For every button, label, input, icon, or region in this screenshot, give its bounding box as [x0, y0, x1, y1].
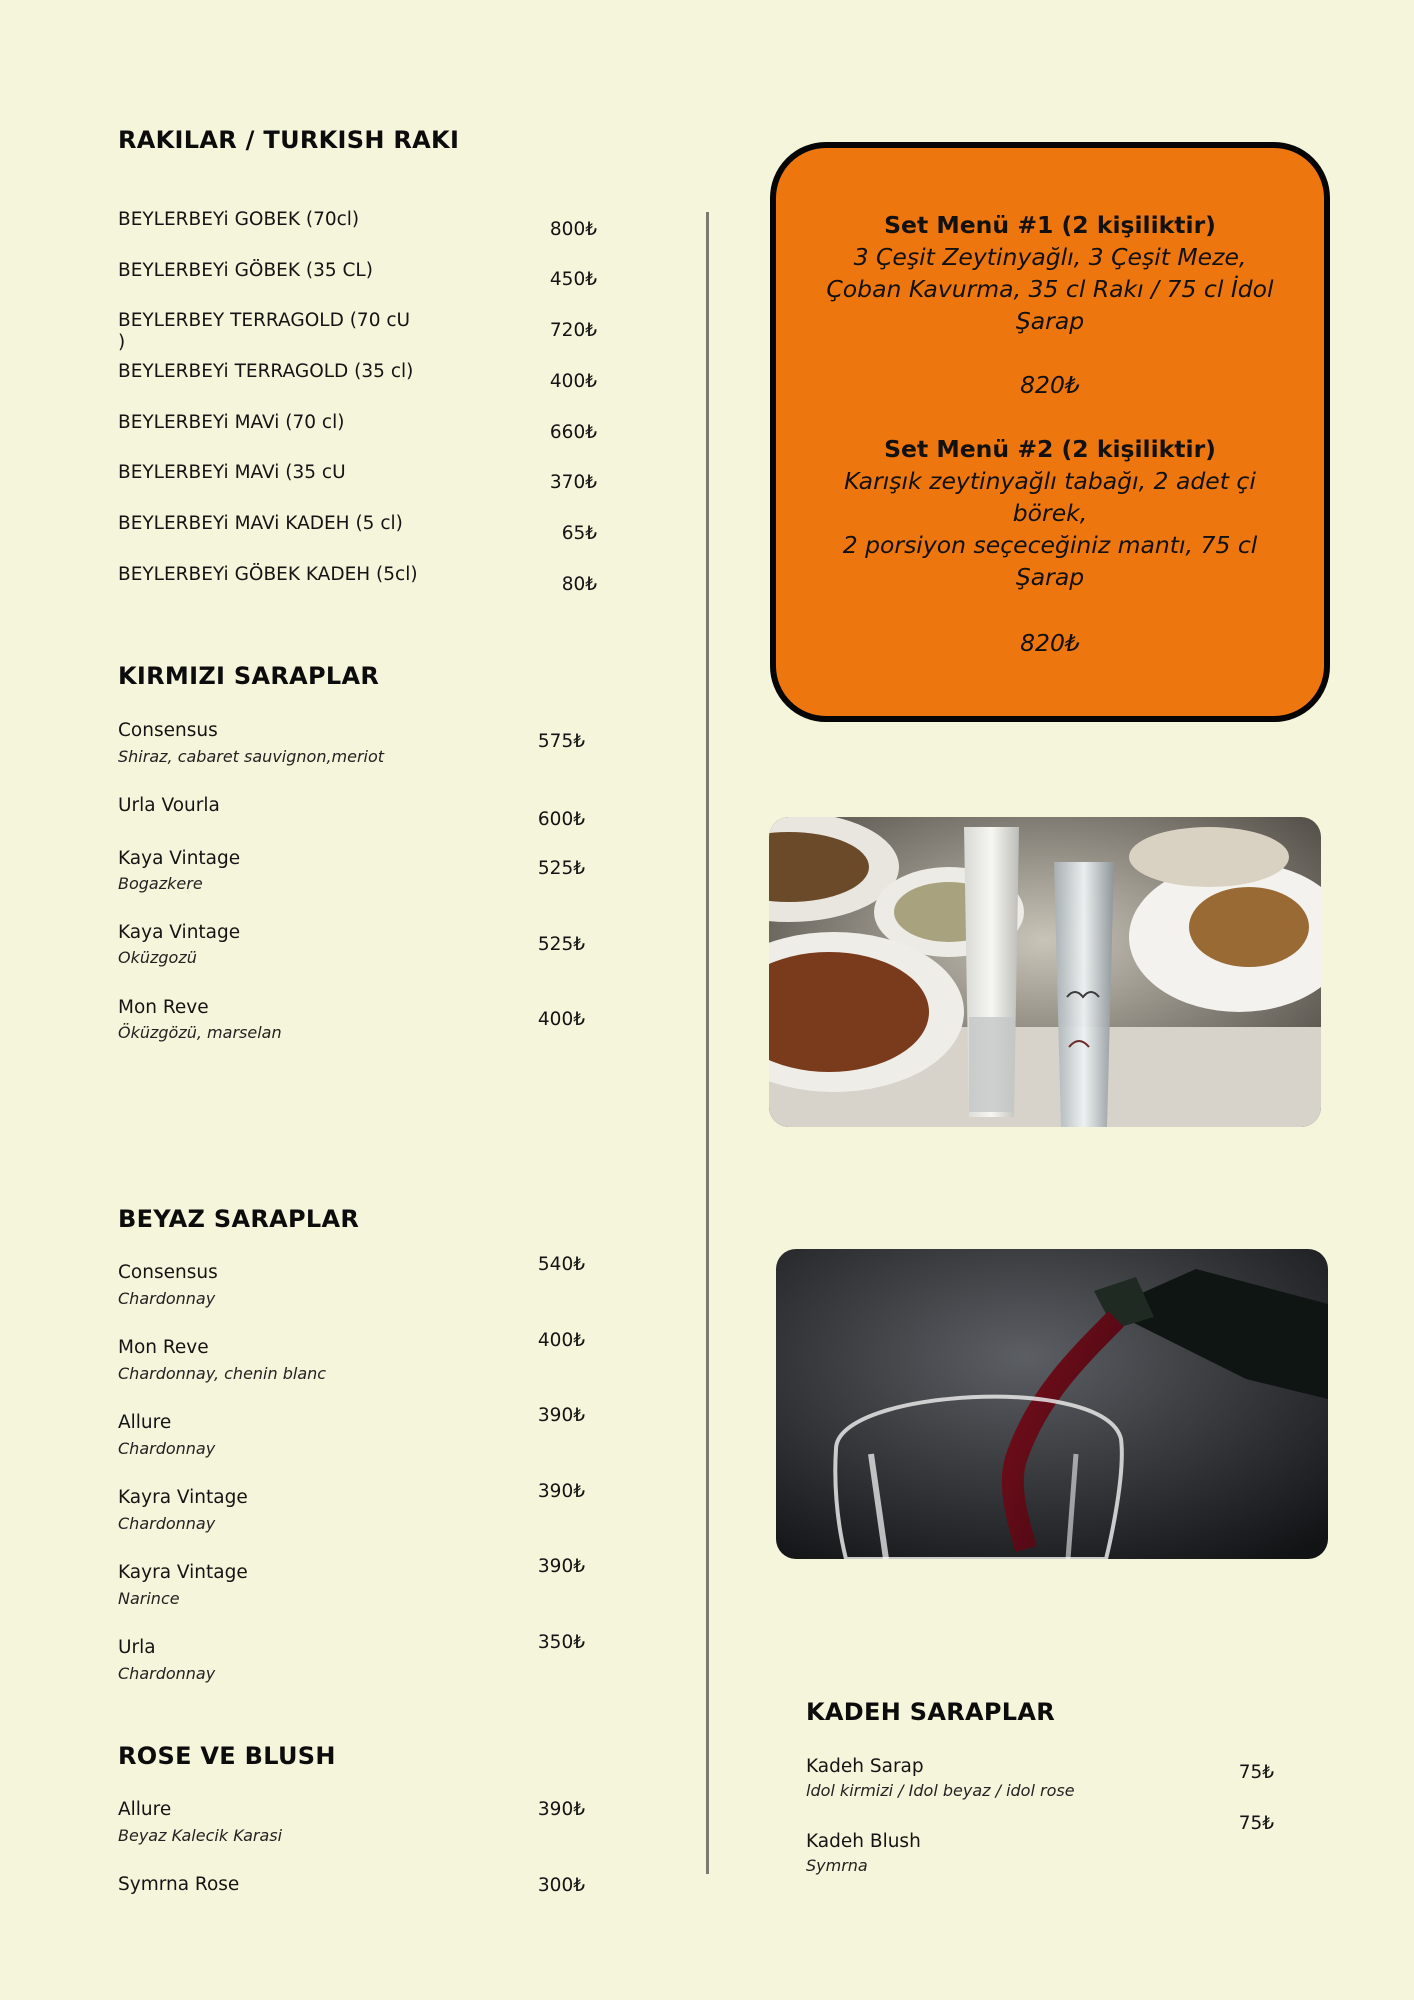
set-menu-2-text: 2 porsiyon seçeceğiniz mantı, 75 cl — [842, 531, 1258, 559]
white-wine-grapes: Narince — [118, 1589, 180, 1608]
white-wine-name: Kayra Vintage — [118, 1487, 248, 1508]
raki-item-price: 400₺ — [549, 371, 597, 392]
red-wine-photo — [776, 1249, 1328, 1559]
raki-item-price: 800₺ — [549, 219, 597, 240]
red-wine-price: 400₺ — [537, 1009, 585, 1030]
glass-wine-price: 75₺ — [1238, 1762, 1274, 1783]
white-wine-name: Mon Reve — [118, 1337, 209, 1358]
raki-item-name: BEYLERBEYi TERRAGOLD (35 cl) — [118, 361, 414, 382]
glass-wine-name: Kadeh Blush — [806, 1831, 921, 1852]
red-wine-grapes: Öküzgözü, marselan — [118, 1023, 282, 1042]
red-wines-heading: KIRMIZI SARAPLAR — [118, 662, 380, 690]
white-wine-price: 400₺ — [537, 1330, 585, 1351]
raki-item-price: 80₺ — [561, 574, 597, 595]
column-divider — [706, 212, 709, 1874]
wine-pouring-icon — [776, 1249, 1328, 1559]
set-menu-1-text: Şarap — [1015, 307, 1085, 335]
white-wine-grapes: Chardonnay — [118, 1289, 216, 1308]
set-menu-box — [770, 142, 1330, 722]
white-wine-grapes: Chardonnay — [118, 1514, 216, 1533]
rose-heading: ROSE VE BLUSH — [118, 1742, 336, 1770]
red-wine-price: 575₺ — [537, 731, 585, 752]
rose-wine-name: Allure — [118, 1799, 172, 1820]
raki-item-name: BEYLERBEYi GOBEK (70cl) — [118, 209, 360, 230]
white-wine-name: Urla — [118, 1637, 156, 1658]
raki-item-price: 65₺ — [561, 523, 597, 544]
white-wine-name: Kayra Vintage — [118, 1562, 248, 1583]
red-wine-price: 525₺ — [537, 858, 585, 879]
set-menu-2-title: Set Menü #2 (2 kişiliktir) — [884, 435, 1216, 463]
white-wines-heading: BEYAZ SARAPLAR — [118, 1205, 360, 1233]
white-wine-price: 390₺ — [537, 1405, 585, 1426]
red-wine-grapes: Shiraz, cabaret sauvignon,meriot — [118, 747, 385, 766]
red-wine-name: Kaya Vintage — [118, 848, 241, 869]
white-wine-price: 390₺ — [537, 1556, 585, 1577]
glass-wine-name: Kadeh Sarap — [806, 1756, 924, 1777]
rose-wine-price: 300₺ — [537, 1875, 585, 1896]
raki-item-price: 370₺ — [549, 472, 597, 493]
red-wine-grapes: Bogazkere — [118, 874, 203, 893]
glass-wine-types: Symrna — [806, 1856, 868, 1875]
set-menu-1-text: 3 Çeşit Zeytinyağlı, 3 Çeşit Meze, — [853, 243, 1247, 271]
white-wine-grapes: Chardonnay — [118, 1664, 216, 1683]
red-wine-price: 525₺ — [537, 934, 585, 955]
white-wine-grapes: Chardonnay — [118, 1439, 216, 1458]
set-menu-2-text: Şarap — [1015, 563, 1085, 591]
red-wine-name: Urla Vourla — [118, 795, 220, 816]
set-menu-1-title: Set Menü #1 (2 kişiliktir) — [884, 211, 1216, 239]
rose-wine-grapes: Beyaz Kalecik Karasi — [118, 1826, 283, 1845]
red-wine-grapes: Oküzgozü — [118, 948, 197, 967]
raki-item-price: 450₺ — [549, 269, 597, 290]
glass-wines-heading: KADEH SARAPLAR — [806, 1698, 1055, 1726]
raki-glasses-icon — [769, 817, 1321, 1127]
raki-item-price: 660₺ — [549, 422, 597, 443]
set-menu-1-text: Çoban Kavurma, 35 cl Rakı / 75 cl İdol — [826, 275, 1274, 303]
red-wine-name: Kaya Vintage — [118, 922, 241, 943]
raki-item-name: BEYLERBEY TERRAGOLD (70 cU ) — [118, 310, 411, 353]
raki-item-price: 720₺ — [549, 320, 597, 341]
white-wine-price: 390₺ — [537, 1481, 585, 1502]
white-wine-price: 540₺ — [537, 1254, 585, 1275]
white-wine-price: 350₺ — [537, 1632, 585, 1653]
white-wine-grapes: Chardonnay, chenin blanc — [118, 1364, 327, 1383]
red-wine-price: 600₺ — [537, 809, 585, 830]
raki-heading: RAKILAR / TURKISH RAKI — [118, 126, 460, 154]
white-wine-name: Allure — [118, 1412, 172, 1433]
set-menu-1-price: 820₺ — [1020, 371, 1080, 399]
glass-wine-types: ldol kirmizi / Idol beyaz / idol rose — [806, 1781, 1075, 1800]
rose-wine-price: 390₺ — [537, 1799, 585, 1820]
red-wine-name: Consensus — [118, 720, 218, 741]
raki-item-name: BEYLERBEYi GÖBEK (35 CL) — [118, 260, 373, 281]
set-menu-2-price: 820₺ — [1020, 629, 1080, 657]
white-wine-name: Consensus — [118, 1262, 218, 1283]
raki-meze-photo — [769, 817, 1321, 1127]
set-menu-2-text: börek, — [1012, 499, 1088, 527]
raki-item-name: BEYLERBEYi MAVi KADEH (5 cl) — [118, 513, 403, 534]
raki-item-name: BEYLERBEYi MAVi (70 cl) — [118, 412, 345, 433]
set-menu-2-text: Karışık zeytinyağlı tabağı, 2 adet çi — [844, 467, 1256, 495]
rose-wine-name: Symrna Rose — [118, 1874, 240, 1895]
red-wine-name: Mon Reve — [118, 997, 209, 1018]
raki-item-name: BEYLERBEYi GÖBEK KADEH (5cl) — [118, 564, 418, 585]
raki-item-name: BEYLERBEYi MAVi (35 cU — [118, 462, 346, 483]
glass-wine-price: 75₺ — [1238, 1813, 1274, 1834]
